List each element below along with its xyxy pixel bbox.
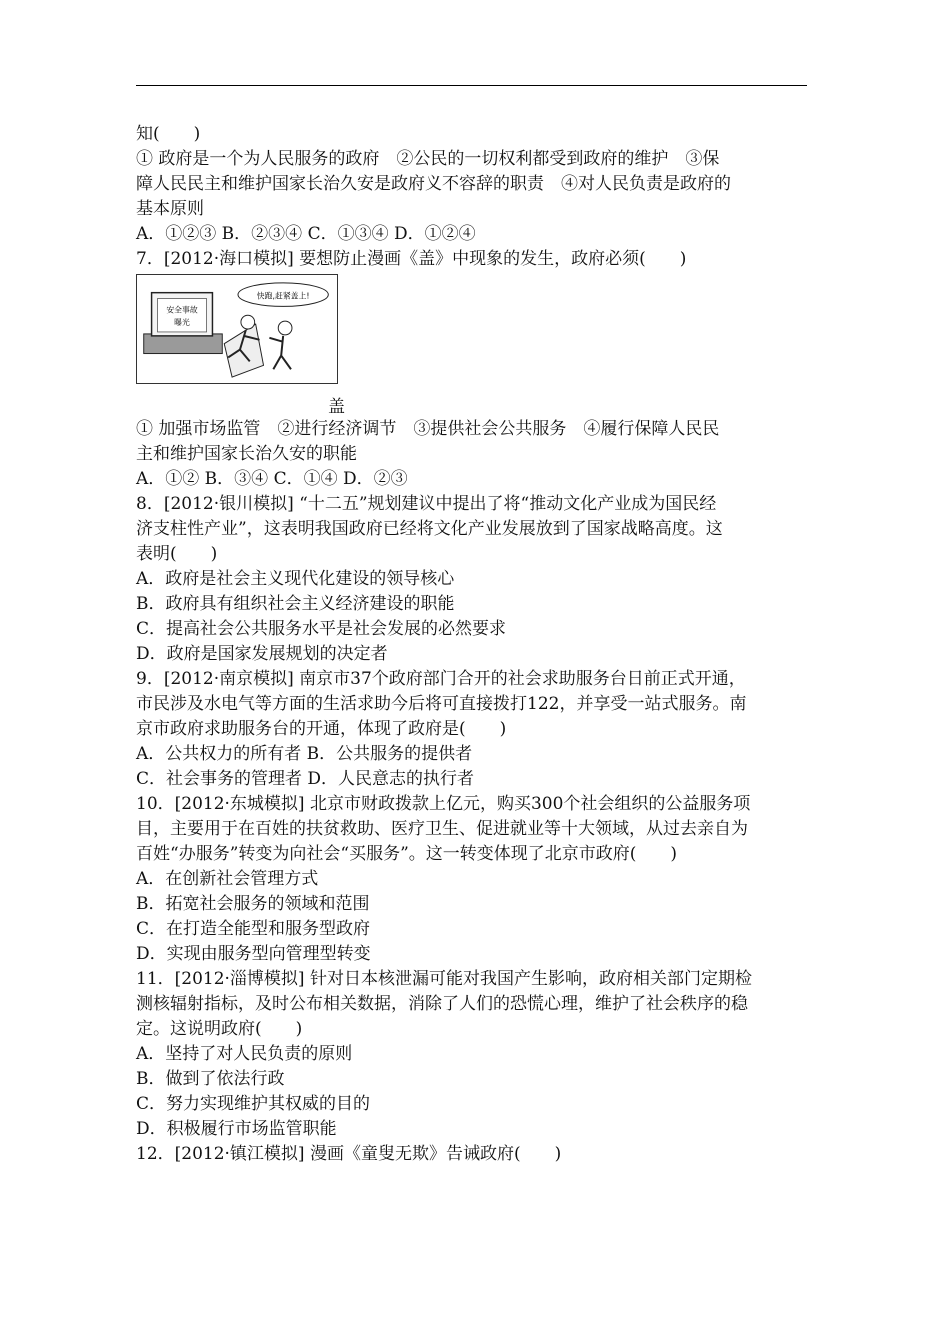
- text-line: 10．[2012·东城模拟] 北京市财政拨款上亿元，购买300个社会组织的公益服务项: [136, 794, 751, 814]
- text-line: B．政府具有组织社会主义经济建设的职能: [136, 594, 455, 614]
- text-line: 济支柱性产业”，这表明我国政府已经将文化产业发展放到了国家战略高度。这: [136, 519, 723, 539]
- text-line: 表明( ): [136, 544, 218, 564]
- text-line: 障人民民主和维护国家长治久安是政府义不容辞的职责 ④对人民负责是政府的: [136, 174, 731, 194]
- sign-text-2: 曝光: [174, 318, 190, 328]
- text-line: D．实现由服务型向管理型转变: [136, 944, 371, 964]
- text-line: 定。这说明政府( ): [136, 1019, 303, 1039]
- figure-caption: 盖: [328, 397, 345, 417]
- text-line: ① 加强市场监管 ②进行经济调节 ③提供社会公共服务 ④履行保障人民民: [136, 419, 720, 439]
- text-line: 知( ): [136, 124, 201, 144]
- text-line: 12．[2012·镇江模拟] 漫画《童叟无欺》告诫政府( ): [136, 1144, 562, 1164]
- text-line: D．政府是国家发展规划的决定者: [136, 644, 388, 664]
- cartoon-figure: [136, 272, 808, 417]
- text-block-top: [136, 122, 808, 272]
- text-line: 11．[2012·淄博模拟] 针对日本核泄漏可能对我国产生影响，政府相关部门定期检: [136, 969, 752, 989]
- text-line: A．在创新社会管理方式: [136, 869, 319, 889]
- text-line: 9．[2012·南京模拟] 南京市37个政府部门合开的社会求助服务台日前正式开通，: [136, 669, 746, 689]
- text-line: C．提高社会公共服务水平是社会发展的必然要求: [136, 619, 507, 639]
- text-line: C．努力实现维护其权威的目的: [136, 1094, 371, 1114]
- text-line: A．①②③ B．②③④ C．①③④ D．①②④: [136, 224, 476, 244]
- text-line: C．在打造全能型和服务型政府: [136, 919, 371, 939]
- text-line: 基本原则: [136, 199, 204, 219]
- text-line: 目，主要用于在百姓的扶贫救助、医疗卫生、促进就业等十大领域，从过去亲自为: [136, 819, 748, 839]
- text-block-bottom: [136, 417, 808, 1167]
- text-line: C．社会事务的管理者 D．人民意志的执行者: [136, 769, 475, 789]
- text-line: 8．[2012·银川模拟] “十二五”规划建议中提出了将“推动文化产业成为国民经: [136, 494, 717, 514]
- text-line: A．坚持了对人民负责的原则: [136, 1044, 353, 1064]
- text-line: A．公共权力的所有者 B．公共服务的提供者: [136, 744, 473, 764]
- text-line: B．做到了依法行政: [136, 1069, 285, 1089]
- text-line: 主和维护国家长治久安的职能: [136, 444, 357, 464]
- text-line: ① 政府是一个为人民服务的政府 ②公民的一切权利都受到政府的维护 ③保: [136, 149, 720, 169]
- text-line: 测核辐射指标，及时公布相关数据，消除了人们的恐慌心理，维护了社会秩序的稳: [136, 994, 748, 1014]
- text-line: D．积极履行市场监管职能: [136, 1119, 337, 1139]
- cartoon-image: [136, 274, 338, 384]
- text-line: A．政府是社会主义现代化建设的领导核心: [136, 569, 455, 589]
- speech-bubble-text: 快跑,赶紧盖上!: [256, 291, 310, 301]
- text-line: 百姓“办服务”转变为向社会“买服务”。这一转变体现了北京市政府( ): [136, 844, 678, 864]
- document-body: [136, 122, 808, 1167]
- text-line: B．拓宽社会服务的领域和范围: [136, 894, 370, 914]
- sign-text-1: 安全事故: [166, 305, 198, 315]
- text-line: 7．[2012·海口模拟] 要想防止漫画《盖》中现象的发生，政府必须( ): [136, 249, 687, 269]
- header-rule: [136, 85, 807, 86]
- text-line: A．①② B．③④ C．①④ D．②③: [136, 469, 408, 489]
- text-line: 市民涉及水电气等方面的生活求助今后将可直接拨打122，并享受一站式服务。南: [136, 694, 747, 714]
- text-line: 京市政府求助服务台的开通，体现了政府是( ): [136, 719, 507, 739]
